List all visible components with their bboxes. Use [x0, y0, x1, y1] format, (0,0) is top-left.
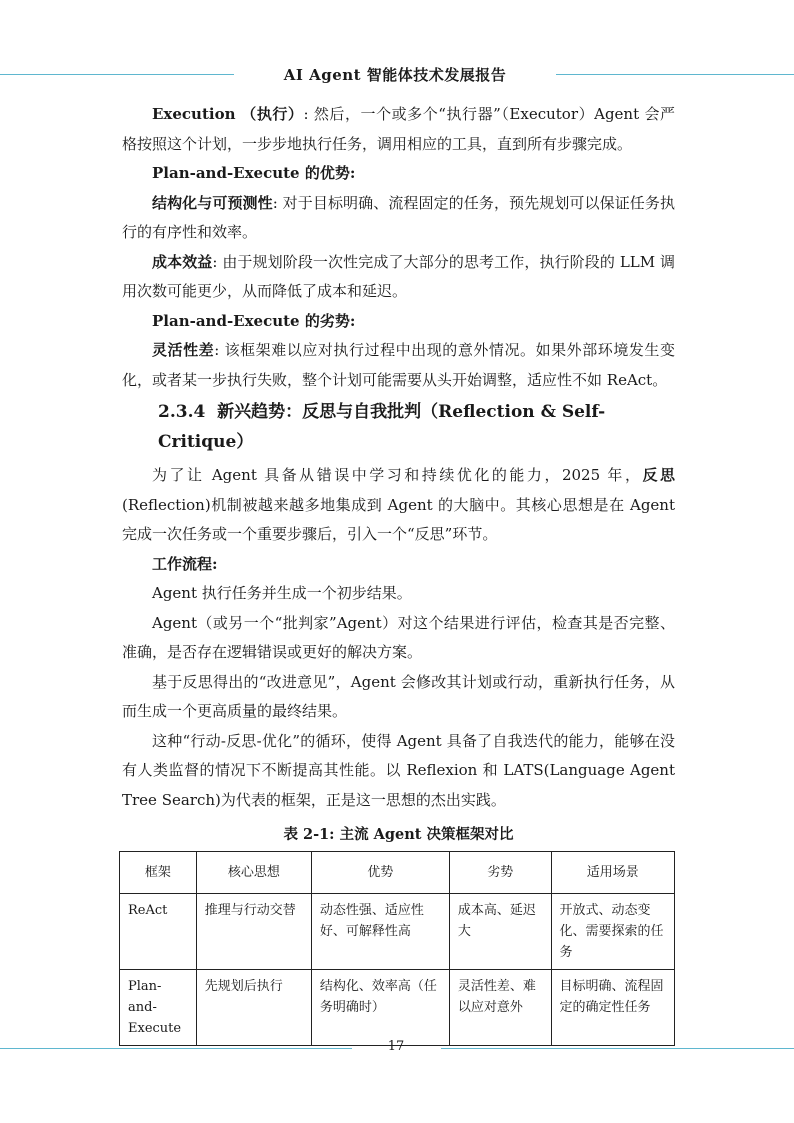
table-cell: 目标明确、流程固定的确定性任务 — [551, 970, 674, 1046]
paragraph-workflow-2: Agent（或另一个“批判家”Agent）对这个结果进行评估，检查其是否完整、准确，是否存在逻辑错误或更好的解决方案。 — [122, 613, 675, 661]
paragraph-workflow-1: Agent 执行任务并生成一个初步结果。 — [152, 584, 412, 602]
heading-advantages: Plan-and-Execute 的优势: — [152, 164, 356, 182]
comparison-table — [119, 851, 675, 1046]
page-body — [122, 100, 675, 1046]
table-cell: 灵活性差、难以应对意外 — [449, 970, 551, 1046]
text-execution: : 然后，一个或多个“执行器”（Executor）Agent 会严格按照这个计划，一步步地执行任务，调用相应的工具，直到所有步骤完成。 — [122, 105, 675, 153]
header-rule-right — [556, 74, 794, 75]
table-cell: 先规划后执行 — [196, 970, 311, 1046]
term-reflection: 反思 — [642, 466, 675, 484]
text-cost: : 由于规划阶段一次性完成了大部分的思考工作，执行阶段的 LLM 调用次数可能更少，从而降低了成本和延迟。 — [122, 252, 675, 300]
heading-workflow: 工作流程: — [152, 554, 218, 573]
table-header-cell: 优势 — [311, 852, 449, 894]
term-cost: 成本效益 — [152, 252, 213, 271]
section-title: 新兴趋势：反思与自我批判（Reflection & Self-Critique） — [158, 402, 606, 452]
paragraph-cost — [122, 248, 675, 307]
table-caption: 表 2-1: 主流 Agent 决策框架对比 — [283, 826, 514, 843]
paragraph-flexibility — [122, 336, 675, 395]
section-heading — [122, 397, 675, 457]
term-structure: 结构化与可预测性 — [152, 193, 273, 212]
intro-pre: 为了让 Agent 具备从错误中学习和持续优化的能力，2025 年， — [152, 466, 643, 484]
table-cell: Plan-and-Execute — [120, 970, 197, 1046]
table-row — [120, 970, 675, 1046]
paragraph-structure — [122, 189, 675, 248]
table-cell: 推理与行动交替 — [196, 894, 311, 970]
page-number: 17 — [387, 1039, 405, 1054]
paragraph-execution — [122, 100, 675, 159]
table-cell: ReAct — [120, 894, 197, 970]
term-flexibility: 灵活性差 — [152, 341, 215, 359]
table-row — [120, 894, 675, 970]
header-rule-left — [0, 74, 234, 75]
intro-post: (Reflection)机制被越来越多地集成到 Agent 的大脑中。其核心思想是在 Agent 完成一次任务或一个重要步骤后，引入一个“反思”环节。 — [122, 495, 675, 543]
paragraph-workflow-4: 这种“行动-反思-优化”的循环，使得 Agent 具备了自我迭代的能力，能够在没有人类监督的情况下不断提高其性能。以 Reflexion 和 LATS(Language Agent Tree Search)为代表的框架，正是这一思想的杰出实践。 — [122, 731, 675, 809]
table-header-cell: 框架 — [120, 852, 197, 894]
table-header-row — [120, 852, 675, 894]
section-number: 2.3.4 — [158, 402, 206, 422]
table-cell: 结构化、效率高（任务明确时） — [311, 970, 449, 1046]
table-header-cell: 适用场景 — [551, 852, 674, 894]
footer-rule-right — [441, 1048, 794, 1049]
table-cell: 成本高、延迟大 — [449, 894, 551, 970]
heading-disadvantages: Plan-and-Execute 的劣势: — [152, 311, 356, 330]
table-header-cell: 劣势 — [449, 852, 551, 894]
text-structure: : 对于目标明确、流程固定的任务，预先规划可以保证任务执行的有序性和效率。 — [122, 193, 675, 241]
table-cell: 动态性强、适应性好、可解释性高 — [311, 894, 449, 970]
table-cell: 开放式、动态变化、需要探索的任务 — [551, 894, 674, 970]
text-flexibility: : 该框架难以应对执行过程中出现的意外情况。如果外部环境发生变化，或者某一步执行失败，整个计划可能需要从头开始调整，适应性不如 ReAct。 — [122, 341, 675, 389]
table-header-cell: 核心思想 — [196, 852, 311, 894]
header-title: AI Agent 智能体技术发展报告 — [283, 66, 507, 84]
paragraph-workflow-3: 基于反思得出的“改进意见”，Agent 会修改其计划或行动，重新执行任务，从而生成一个更高质量的最终结果。 — [122, 672, 675, 720]
paragraph-intro — [122, 461, 675, 550]
footer-rule-left — [0, 1048, 352, 1049]
term-execution: Execution （执行） — [152, 105, 304, 123]
